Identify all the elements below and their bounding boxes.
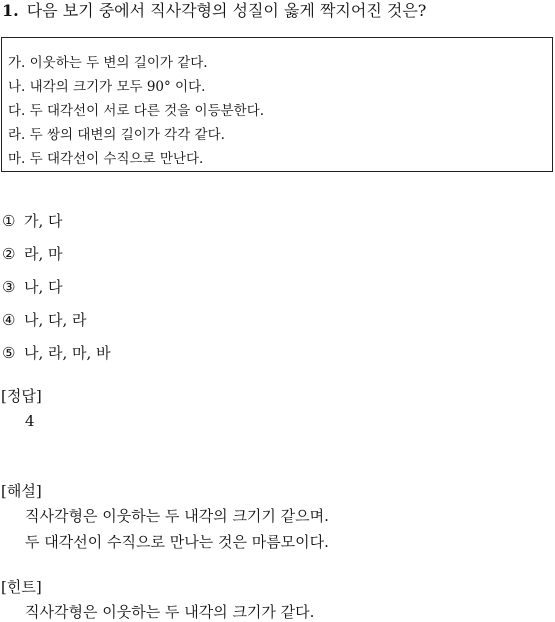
explanation-line: 직사각형은 이웃하는 두 내각의 크기기 같으며. xyxy=(25,507,329,525)
option-mark: ① xyxy=(2,212,16,230)
option-text: 나, 다 xyxy=(24,278,63,296)
box-item: 라. 두 쌍의 대변의 길이가 각각 같다. xyxy=(8,127,225,143)
choices-box xyxy=(1,37,553,172)
box-item: 마. 두 대각선이 수직으로 만난다. xyxy=(8,151,204,167)
option-text: 나, 라, 마, 바 xyxy=(24,344,111,362)
explanation-heading: [해설] xyxy=(1,482,42,500)
option-2[interactable] xyxy=(2,243,63,264)
option-mark: ⑤ xyxy=(2,344,16,362)
option-5[interactable] xyxy=(2,342,111,363)
option-3[interactable] xyxy=(2,276,63,297)
hint-heading: [힌트] xyxy=(1,578,42,596)
option-1[interactable] xyxy=(2,210,63,231)
question-number: 1. xyxy=(2,1,19,20)
option-text: 가, 다 xyxy=(24,212,63,230)
question-text: 다음 보기 중에서 직사각형의 성질이 옳게 짝지어진 것은? xyxy=(26,1,427,20)
explanation-line: 두 대각선이 수직으로 만나는 것은 마름모이다. xyxy=(25,533,329,551)
answer-heading: [정답] xyxy=(1,387,42,405)
option-mark: ③ xyxy=(2,278,16,296)
option-4[interactable] xyxy=(2,309,87,330)
question-title xyxy=(2,0,426,22)
option-text: 라, 마 xyxy=(24,245,63,263)
box-item: 나. 내각의 크기가 모두 90° 이다. xyxy=(8,79,206,95)
answer-value: 4 xyxy=(25,412,35,430)
option-mark: ④ xyxy=(2,311,16,329)
option-mark: ② xyxy=(2,245,16,263)
hint-line: 직사각형은 이웃하는 두 내각의 크기가 같다. xyxy=(25,603,315,621)
box-item: 가. 이웃하는 두 변의 길이가 같다. xyxy=(8,55,208,71)
option-text: 나, 다, 라 xyxy=(24,311,87,329)
box-item: 다. 두 대각선이 서로 다른 것을 이등분한다. xyxy=(8,103,265,119)
